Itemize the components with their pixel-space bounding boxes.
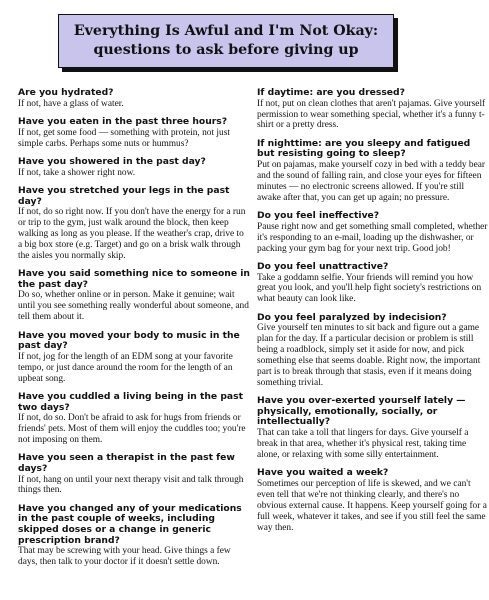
question-item [18,117,250,149]
question-item [18,186,250,262]
title-box [58,14,394,68]
answer-text: If not, hang on until your next therapy visit and talk through things then. [18,474,244,496]
question-item [18,331,250,385]
title-line-2: questions to ask before giving up [93,42,359,58]
question-item [18,392,250,446]
question-heading: Have you showered in the past day? [18,155,206,167]
question-heading: Have you said something nice to someone in the past day? [18,268,250,290]
question-heading: Have you stretched your legs in the past day? [18,184,230,207]
answer-text: Take a goddamn selfie. Your friends will remind you how great you look, and you'll help fight society's restrictions on what beauty can look like. [257,272,482,305]
question-heading: Have you eaten in the past three hours? [18,116,228,127]
question-item [18,504,250,568]
question-item [257,468,489,533]
answer-text: That may be screwing with your head. Give things a few days, then talk to your doctor if it doesn't settle down. [18,546,231,568]
answer-text: If not, jog for the length of an EDM song at your favorite tempo, or just dance around the room for the length of an upbeat song. [18,351,233,384]
question-heading: Have you over-exerted yourself lately — physically, emotionally, socially, or intellectually? [257,395,466,428]
title-line-1: Everything Is Awful and I'm Not Okay: [73,23,379,39]
answer-text: If not, get some food — something with protein, not just simple carbs. Perhaps some nuts or hummus? [18,127,230,149]
question-item [257,396,489,461]
answer-text: If not, take a shower right now. [18,167,136,178]
question-heading: If nighttime: are you sleepy and fatigued but resisting going to sleep? [257,137,471,160]
question-heading: Have you moved your body to music in the past day? [18,329,240,352]
answer-text: That can take a toll that lingers for days. Give yourself a break in that area, whether it's physical rest, taking time alone, or relaxing with some silly entertainment. [257,428,469,460]
question-heading: Do you feel ineffective? [257,210,380,222]
question-item [257,88,489,131]
question-heading: Do you feel unattractive? [257,260,389,272]
question-heading: Are you hydrated? [18,87,114,98]
right-column [257,88,489,541]
left-column [18,88,250,576]
answer-text: Do so, whether online or in person. Make it genuine; wait until you see something really wonderful about someone, and tell them about it. [18,290,249,323]
question-item [257,211,489,254]
question-item [18,157,250,179]
question-heading: Have you cuddled a living being in the past two days? [18,390,243,413]
question-heading: Have you seen a therapist in the past few days? [18,452,235,474]
question-heading: If daytime: are you dressed? [257,87,405,98]
question-heading: Have you waited a week? [257,467,389,479]
question-item [18,453,250,496]
answer-text: If not, do so right now. If you don't have the energy for a run or trip to the gym, just walk around the block, then keep walking as long as you please. If the weather's crap, drive to a big box store (e.g. Target) and go on a brisk walk through the aisles you normally skip. [18,207,246,261]
question-heading: Do you feel paralyzed by indecision? [257,311,447,323]
answer-text: Put on pajamas, make yourself cozy in bed with a teddy bear and the sound of falling rain, and close your eyes for fifteen minutes — no electronic screens allowed. If you're still awake after that, you can get up again; no pressure. [257,160,486,203]
answer-text: If not, do so. Don't be afraid to ask for hugs from friends or friends' pets. Most of them will enjoy the cuddles too; you're not imposing on them. [18,413,246,445]
answer-text: If not, put on clean clothes that aren't pajamas. Give yourself permission to wear something special, whether it's a funny t-shirt or a pretty dress. [257,98,486,131]
answer-text: Give yourself ten minutes to sit back and figure out a game plan for the day. If a particular decision or problem is still being a roadblock, simply set it aside for now, and pick something else that seems doable. Right now, the important part is to break through that stasis, even if it means doing something trivial. [257,323,481,388]
question-item [257,313,489,389]
question-item [257,139,489,204]
answer-text: If not, have a glass of water. [18,98,124,109]
answer-text: Sometimes our perception of life is skewed, and we can't even tell that we're not thinking clearly, and there's no obvious external cause. It happens. Keep yourself going for a full week, whatever it takes, and see if you still feel the same way then. [257,478,487,533]
question-item [18,269,250,323]
question-item [257,262,489,305]
answer-text: Pause right now and get something small completed, whether it's responding to an e-mail, loading up the dishwasher, or packing your gym bag for your next trip. Good job! [257,221,488,254]
question-heading: Have you changed any of your medications in the past couple of weeks, including skipped doses or a change in generic prescription brand? [18,502,242,546]
question-item [18,88,250,110]
